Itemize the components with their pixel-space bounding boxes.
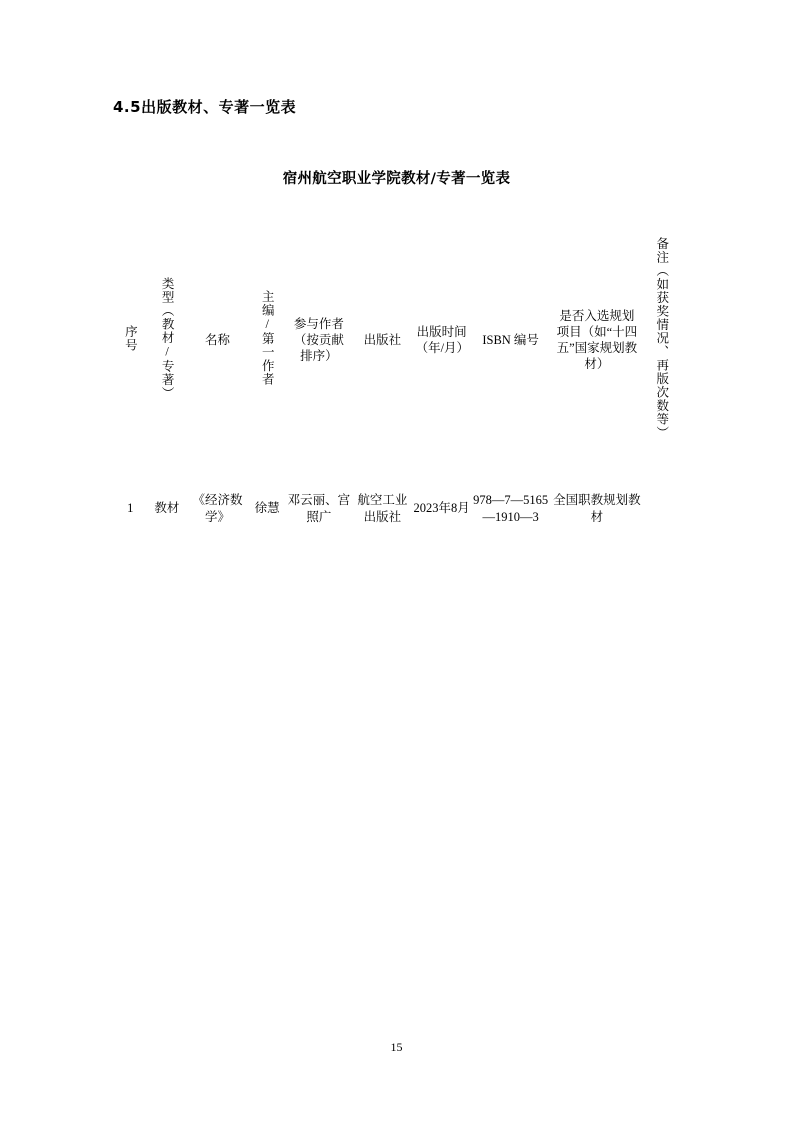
page-number: 15 — [390, 1040, 403, 1054]
column-header-remark: 备注（如获奖情况、再版次数等） — [654, 236, 669, 440]
cell-publisher: 航空工业出版社 — [357, 493, 408, 524]
column-header-editor: 主编/第一作者 — [260, 290, 275, 386]
column-header-pubdate: 出版时间（年/月） — [415, 325, 470, 355]
table-header-row — [113, 188, 680, 492]
cell-name: 《经济数学》 — [192, 493, 243, 524]
table-container — [113, 167, 680, 526]
column-header-isbn: ISBN 编号 — [482, 333, 539, 347]
cell-planned: 全国职教规划教材 — [553, 493, 641, 524]
cell-editor: 徐慧 — [254, 501, 280, 516]
table-title: 宿州航空职业学院教材/专著一览表 — [282, 171, 511, 187]
table-title-row — [113, 167, 680, 188]
table-row — [113, 492, 680, 526]
column-header-type: 类型（教材/专著） — [160, 276, 175, 400]
column-header-planned: 是否入选规划项目（如“十四五”国家规划教材） — [556, 309, 638, 371]
cell-serial: 1 — [127, 501, 134, 516]
cell-contributors: 邓云丽、宫照广 — [287, 493, 351, 524]
cell-pubdate: 2023年8月 — [413, 501, 470, 516]
textbook-list-table — [113, 167, 680, 526]
cell-type: 教材 — [154, 501, 180, 516]
column-header-serial: 序号 — [123, 324, 138, 352]
column-header-contributors: 参与作者（按贡献排序） — [293, 317, 344, 363]
page-title: 4.5出版教材、专著一览表 — [113, 98, 297, 116]
column-header-publisher: 出版社 — [363, 333, 402, 347]
cell-isbn: 978—7—5165—1910—3 — [473, 493, 549, 524]
cell-remark — [643, 492, 680, 526]
column-header-name: 名称 — [205, 333, 231, 347]
